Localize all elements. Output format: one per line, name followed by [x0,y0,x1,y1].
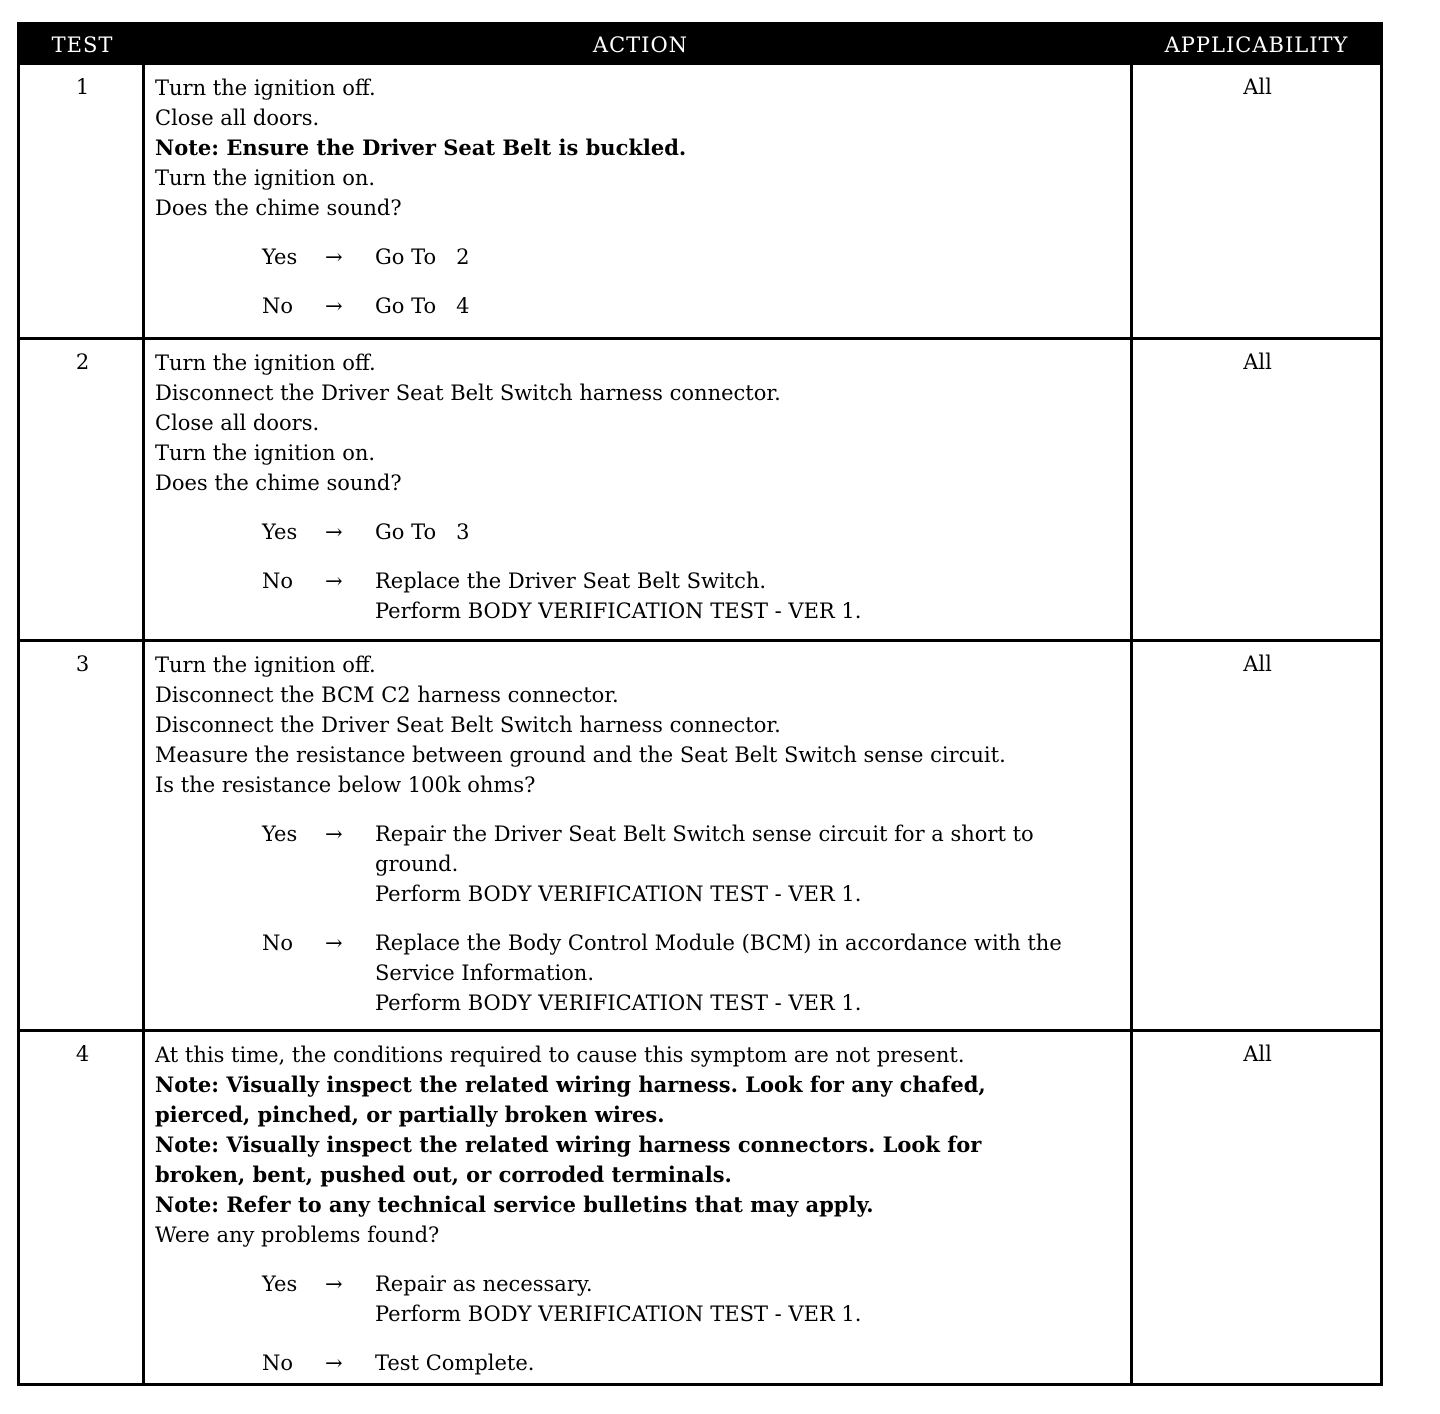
yes-result [375,819,1125,909]
applicability-value: All [1243,350,1272,374]
result-line: Repair as necessary. [375,1272,593,1296]
no-result [375,928,1125,1018]
step-text: Disconnect the Driver Seat Belt Switch harness connector. [155,381,781,405]
test-number: 3 [75,652,90,676]
yes-label: Yes [262,822,298,846]
question-text: Does the chime sound? [155,471,402,495]
table-row [20,639,1380,1029]
step-text: Measure the resistance between ground and the Seat Belt Switch sense circuit. [155,743,1006,767]
arrow-icon: → [325,1351,343,1375]
action-cell [155,650,1125,1018]
result-line: Perform BODY VERIFICATION TEST - VER 1. [375,882,862,906]
step-text: Turn the ignition on. [155,441,376,465]
question-text: Does the chime sound? [155,196,402,220]
action-cell [155,1040,1125,1378]
no-result [375,291,1125,321]
arrow-icon: → [325,569,343,593]
result-line: Perform BODY VERIFICATION TEST - VER 1. [375,599,862,623]
arrow-icon: → [325,245,343,269]
result-line: Go To 2 [375,245,470,269]
no-result [375,566,1125,626]
yes-result [375,517,1125,547]
arrow-icon: → [325,520,343,544]
step-text: Turn the ignition off. [155,351,376,375]
arrow-icon: → [325,294,343,318]
result-line: Go To 3 [375,520,470,544]
step-text: Turn the ignition on. [155,166,376,190]
table-row [20,65,1380,337]
action-cell [155,348,1125,626]
yes-label: Yes [262,1272,298,1296]
test-number: 2 [75,350,90,374]
yes-branch [155,819,1125,909]
header-action: ACTION [592,33,689,57]
diagnostic-table [17,22,1383,1386]
no-label: No [262,931,294,955]
result-line: Service Information. [375,961,595,985]
step-text: Disconnect the BCM C2 harness connector. [155,683,619,707]
applicability-value: All [1243,1042,1272,1066]
result-line: Perform BODY VERIFICATION TEST - VER 1. [375,991,862,1015]
arrow-icon: → [325,1272,343,1296]
header-test: TEST [51,33,114,57]
result-line: ground. [375,852,459,876]
note-text: broken, bent, pushed out, or corroded terminals. [155,1162,732,1187]
applicability-value: All [1243,75,1272,99]
no-branch [155,1348,1125,1378]
yes-branch [155,242,1125,272]
yes-label: Yes [262,245,298,269]
test-number: 1 [75,75,90,99]
result-line: Repair the Driver Seat Belt Switch sense circuit for a short to [375,822,1034,846]
no-label: No [262,569,294,593]
note-text: Note: Visually inspect the related wiring harness. Look for any chafed, [155,1072,986,1097]
yes-result [375,1269,1125,1329]
step-text: Close all doors. [155,106,320,130]
table-row [20,1029,1380,1383]
action-cell [155,73,1125,321]
note-text: Note: Visually inspect the related wiring harness connectors. Look for [155,1132,982,1157]
question-text: Is the resistance below 100k ohms? [155,773,536,797]
no-label: No [262,294,294,318]
yes-label: Yes [262,520,298,544]
result-line: Test Complete. [375,1351,535,1375]
arrow-icon: → [325,931,343,955]
no-label: No [262,1351,294,1375]
question-text: Were any problems found? [155,1223,440,1247]
result-line: Go To 4 [375,294,470,318]
yes-result [375,242,1125,272]
yes-branch [155,517,1125,547]
table-row [20,337,1380,639]
table-header [20,25,1380,65]
applicability-value: All [1243,652,1272,676]
step-text: Disconnect the Driver Seat Belt Switch harness connector. [155,713,781,737]
step-text: Close all doors. [155,411,320,435]
step-text: Turn the ignition off. [155,76,376,100]
note-text: Note: Ensure the Driver Seat Belt is buckled. [155,135,687,160]
no-branch [155,928,1125,1018]
no-result [375,1348,1125,1378]
step-text: At this time, the conditions required to cause this symptom are not present. [155,1043,965,1067]
result-line: Perform BODY VERIFICATION TEST - VER 1. [375,1302,862,1326]
note-text: Note: Refer to any technical service bulletins that may apply. [155,1192,874,1217]
result-line: Replace the Driver Seat Belt Switch. [375,569,767,593]
yes-branch [155,1269,1125,1329]
no-branch [155,291,1125,321]
step-text: Turn the ignition off. [155,653,376,677]
no-branch [155,566,1125,626]
arrow-icon: → [325,822,343,846]
test-number: 4 [75,1042,90,1066]
header-applicability: APPLICABILITY [1164,33,1349,57]
result-line: Replace the Body Control Module (BCM) in accordance with the [375,931,1062,955]
note-text: pierced, pinched, or partially broken wires. [155,1102,665,1127]
